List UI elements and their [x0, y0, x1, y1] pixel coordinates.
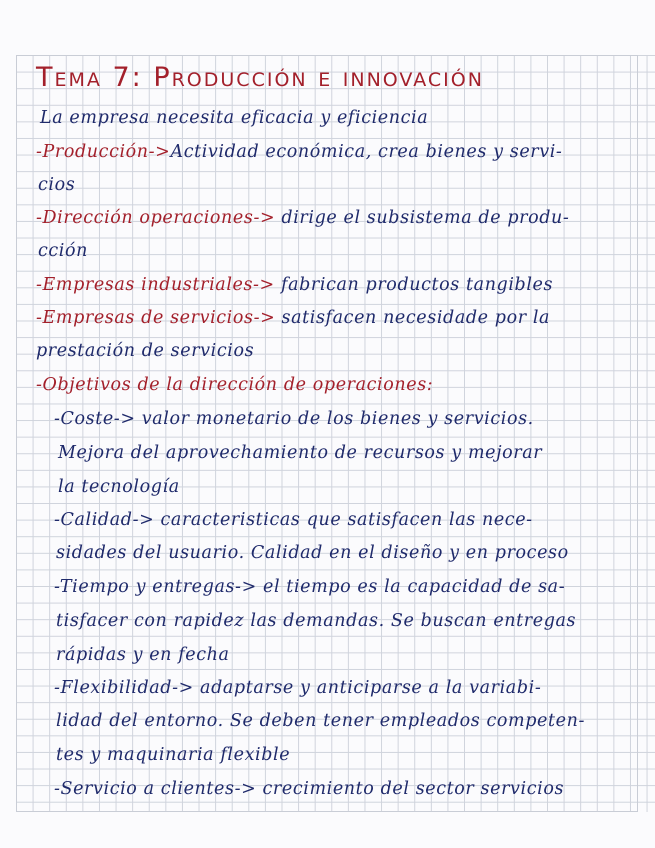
note-line	[56, 611, 576, 631]
note-key: -Producción->	[36, 142, 171, 162]
note-text: -Servicio a clientes-> crecimiento del sector servicios	[54, 779, 565, 799]
note-text: la tecnología	[58, 477, 180, 497]
note-text: La empresa necesita eficacia y eficiencia	[40, 108, 429, 128]
note-text: tisfacer con rapidez las demandas. Se buscan entregas	[56, 611, 577, 631]
note-text: prestación de servicios	[36, 341, 255, 361]
grid-border	[16, 55, 638, 812]
note-line	[36, 341, 254, 361]
note-line	[38, 241, 88, 261]
page-title: Tema 7: Producción e innovación	[36, 62, 484, 93]
note-text: tes y maquinaria flexible	[56, 745, 291, 765]
note-line	[36, 208, 569, 228]
note-text: dirige el subsistema de produ-	[275, 208, 570, 228]
note-line	[56, 745, 290, 765]
note-line	[54, 409, 534, 429]
note-text: cción	[38, 241, 89, 261]
note-text: -Tiempo y entregas-> el tiempo es la capacidad de sa-	[54, 577, 566, 597]
note-text: -Flexibilidad-> adaptarse y anticiparse a la variabi-	[54, 678, 542, 698]
bottom-margin	[0, 812, 655, 848]
note-key: -Objetivos de la dirección de operaciones:	[36, 375, 434, 395]
note-text: rápidas y en fecha	[56, 645, 230, 665]
left-margin	[0, 0, 16, 848]
note-text: satisfacen necesidade por la	[275, 308, 551, 328]
note-text: sidades del usuario. Calidad en el diseño y en proceso	[56, 543, 569, 563]
note-line	[58, 477, 180, 497]
note-line	[36, 308, 550, 328]
note-line	[38, 175, 75, 195]
note-line	[54, 678, 541, 698]
note-key: -Empresas de servicios->	[36, 308, 276, 328]
note-line	[36, 375, 433, 395]
note-line	[54, 510, 533, 530]
note-key: -Empresas industriales->	[36, 275, 275, 295]
note-key: -Dirección operaciones->	[36, 208, 276, 228]
top-margin	[0, 0, 655, 55]
note-text: -Coste-> valor monetario de los bienes y servicios.	[54, 409, 534, 429]
note-text: Mejora del aprovechamiento de recursos y mejorar	[58, 443, 543, 463]
note-text: cios	[38, 175, 76, 195]
note-text: lidad del entorno. Se deben tener empleados competen-	[56, 711, 585, 731]
note-line	[56, 543, 569, 563]
note-line	[56, 645, 230, 665]
note-line	[56, 711, 585, 731]
note-text: fabrican productos tangibles	[274, 275, 554, 295]
note-line	[54, 779, 564, 799]
note-line	[58, 443, 542, 463]
note-text: Actividad económica, crea bienes y servi-	[170, 142, 563, 162]
note-line	[54, 577, 565, 597]
note-line	[36, 275, 553, 295]
note-line	[36, 142, 562, 162]
note-line	[40, 108, 428, 128]
note-text: -Calidad-> caracteristicas que satisfacen las nece-	[54, 510, 533, 530]
